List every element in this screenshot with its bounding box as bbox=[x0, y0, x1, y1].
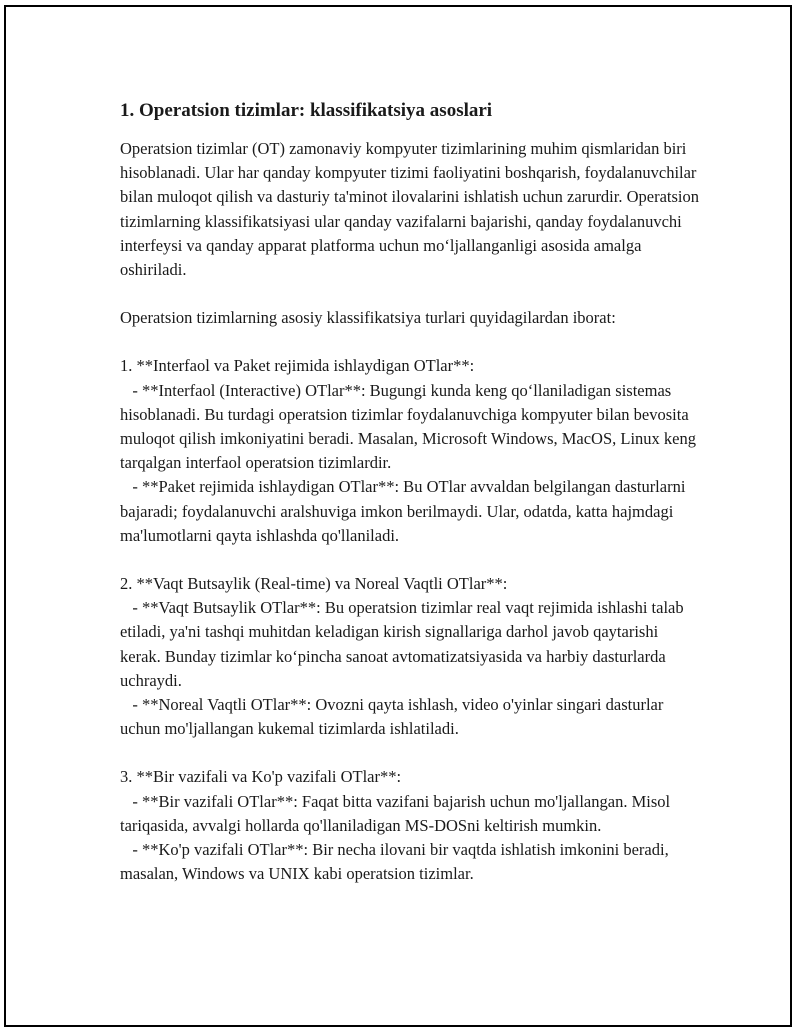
document-page bbox=[4, 5, 792, 1027]
section-3 bbox=[120, 765, 700, 886]
paragraph-spacer bbox=[120, 548, 700, 572]
document-content bbox=[120, 99, 704, 886]
section-2 bbox=[120, 572, 700, 741]
section-heading: 1. **Interfaol va Paket rejimida ishlaydigan OTlar**: bbox=[120, 356, 475, 376]
list-item: - **Noreal Vaqtli OTlar**: Ovozni qayta ishlash, video o'yinlar singari dasturlar uchun mo'ljallangan kukemal tizimlarda ishlatiladi. bbox=[120, 695, 668, 739]
section-1 bbox=[120, 354, 700, 548]
section-heading: 2. **Vaqt Butsaylik (Real-time) va Noreal Vaqtli OTlar**: bbox=[120, 574, 508, 594]
list-item: - **Interfaol (Interactive) OTlar**: Bugungi kunda keng qo‘llaniladigan sistemas hisoblanadi. Bu turdagi operatsion tizimlar foydalanuvchiga kompyuter bilan bevosita muloqot qilish imkoniyatini beradi. Masalan, Microsoft Windows, MacOS, Linux keng tarqalgan interfaol operatsion tizimlardir. bbox=[120, 380, 701, 473]
paragraph-spacer bbox=[120, 330, 700, 354]
paragraph-spacer bbox=[120, 282, 700, 306]
section-heading: 3. **Bir vazifali va Ko'p vazifali OTlar**: bbox=[120, 767, 402, 787]
list-item: - **Bir vazifali OTlar**: Faqat bitta vazifani bajarish uchun mo'ljallangan. Misol tariqasida, avvalgi hollarda qo'llaniladigan MS-DOSni keltirish mumkin. bbox=[120, 791, 675, 835]
list-item: - **Paket rejimida ishlaydigan OTlar**: Bu OTlar avvaldan belgilangan dasturlarni bajaradi; foydalanuvchi aralshuviga imkon berilmaydi. Ular, odatda, katta hajmdagi ma'lumotlarni qayta ishlashda qo'llaniladi. bbox=[120, 477, 690, 545]
paragraph-spacer bbox=[120, 741, 700, 765]
list-item: - **Vaqt Butsaylik OTlar**: Bu operatsion tizimlar real vaqt rejimida ishlashi talab etiladi, ya'ni tashqi muhitdan keladigan kirish signallariga darhol javob qaytarishi kerak. Bunday tizimlar ko‘pincha sanoat avtomatizatsiyasida va harbiy dasturlarda uchraydi. bbox=[120, 598, 688, 690]
intro-paragraph: Operatsion tizimlar (OT) zamonaviy kompyuter tizimlarining muhim qismlaridan biri hisoblanadi. Ular har qanday kompyuter tizimi faoliyatini boshqarish, foydalanuvchilar bilan muloqot qilish va dasturiy ta'minot ilovalarini ishlatish uchun zarurdir. Operatsion tizimlarning klassifikatsiyasi ular qanday vazifalarni bajarishi, qanday foydalanuvchi interfeysi va qanday apparat platforma uchun mo‘ljallanganligi asosida amalga oshiriladi. bbox=[120, 139, 704, 280]
page-title: 1. Operatsion tizimlar: klassifikatsiya asoslari bbox=[120, 100, 493, 121]
lead-paragraph: Operatsion tizimlarning asosiy klassifikatsiya turlari quyidagilardan iborat: bbox=[120, 308, 616, 328]
list-item: - **Ko'p vazifali OTlar**: Bir necha ilovani bir vaqtda ishlatish imkonini beradi, masalan, Windows va UNIX kabi operatsion tizimlar. bbox=[120, 840, 673, 884]
